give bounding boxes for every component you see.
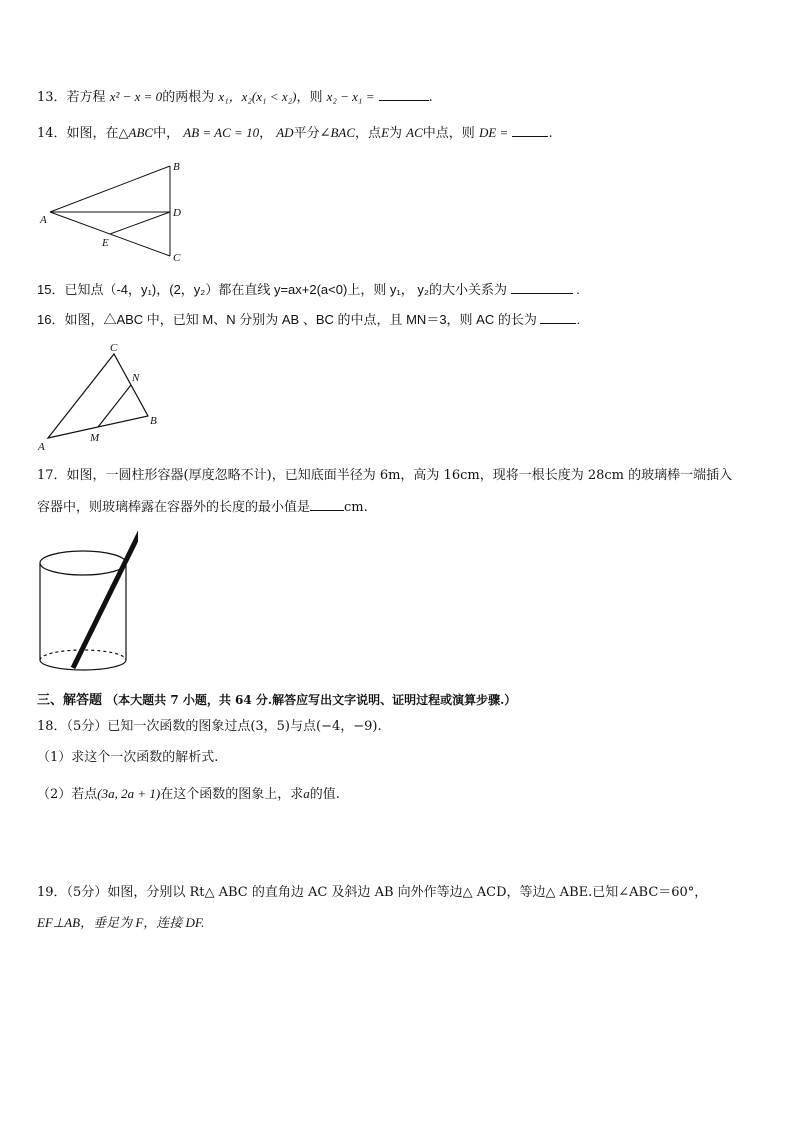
figure-q14 [36,158,186,264]
period: . [548,126,553,141]
text: 为 [389,126,403,141]
text: 如图，一圆柱形容器(厚度忽略不计)，已知底面半径为 6m，高为 16cm，现将一根长度为 28cm 的玻璃棒一端插入 [66,468,733,483]
segment-de [110,212,170,234]
answer-blank[interactable] [310,498,344,511]
question-number: 15． [37,282,65,297]
label-a: A [38,441,45,453]
section-title: 三、解答题 [37,693,103,708]
text: cm. [344,500,368,515]
text: 的值. [309,787,340,802]
text: 在这个函数的图象上，求 [160,787,304,802]
label-b: B [150,415,157,427]
answer-blank[interactable] [540,311,576,324]
period: . [576,312,581,327]
question-16 [37,311,580,329]
text: 的两根为 [162,90,215,105]
question-number: 13． [37,90,67,105]
question-17-line-1 [37,467,732,485]
question-18 [37,718,382,736]
text: 如图，△ABC 中，已知 M、N 分别为 AB 、BC 的中点，且 MN＝3，则 AC 的长为 [64,312,537,327]
question-17-line-2 [37,498,368,517]
var: AD [276,125,294,140]
point: (3a, 2a + 1) [97,786,161,801]
period: . [428,90,433,105]
section-3-heading [37,691,516,710]
segment-ab [50,166,170,212]
label-c: C [110,342,118,354]
text: （5分）如图，分别以 Rt△ ABC 的直角边 AC 及斜边 AB 向外作等边△ ACD，等边△ ABE.已知∠ABC＝60°， [66,885,708,900]
label-d: D [173,207,181,219]
text: （1）求这个一次函数的解析式. [37,750,219,765]
cylinder-bottom-front [40,660,126,670]
label-c: C [173,252,181,264]
text: ，则 [296,90,323,105]
expression: DE = [478,125,509,140]
period: . [576,282,580,297]
label-e: E [102,237,109,249]
answer-blank[interactable] [512,124,548,137]
question-19-line-2 [37,914,204,933]
text: 中点，则 [422,126,475,141]
cylinder-top [40,551,126,575]
question-13 [37,88,433,107]
equation: x² − x = 0 [109,89,163,104]
question-19-line-1 [37,884,707,902]
text: 中， [153,126,180,141]
label-n: N [132,372,140,384]
roots: x₁，x₂(x₁ < x₂) [218,89,297,104]
expression: x₂ − x₁ = [326,89,375,104]
triangle-abc [48,354,148,438]
question-number: 19． [37,885,67,900]
question-number: 17． [37,468,67,483]
answer-blank[interactable] [511,281,573,294]
label-m: M [90,432,100,444]
var: E [381,125,390,140]
text: 已知点（-4，y₁)，(2，y₂）都在直线 y=ax+2(a<0)上，则 y₁， y₂的大小关系为 [64,282,507,297]
text: （2）若点 [37,787,98,802]
question-number: 14． [37,126,67,141]
text: ，点 [355,126,382,141]
condition: AB = AC = 10 [183,125,260,140]
answer-blank[interactable] [379,88,429,101]
label-a: A [40,214,47,226]
question-18-part-2 [37,785,340,804]
text: （5分）已知一次函数的图象过点(3，5)与点(−4，−9). [66,719,382,734]
text: 如图，在△ [66,126,129,141]
text: 若方程 [66,90,106,105]
text: 平分∠ [293,126,331,141]
question-number: 16． [37,312,65,327]
label-b: B [173,161,180,173]
var: BAC [330,125,356,140]
text: 容器中，则玻璃棒露在容器外的长度的最小值是 [37,500,311,515]
question-18-part-1 [37,749,218,767]
question-14 [37,124,553,143]
question-15 [37,281,580,299]
figure-q16 [36,338,166,454]
var: ABC [128,125,154,140]
text: ， [259,126,273,141]
figure-q17-cylinder [38,528,138,674]
section-description: （本大题共 7 小题，共 64 分.解答应写出文字说明、证明过程或演算步骤.） [106,693,517,707]
var: a [303,786,310,801]
question-number: 18． [37,719,67,734]
var: AC [406,125,423,140]
text: EF⊥AB，垂足为 F，连接 DF. [37,915,205,930]
